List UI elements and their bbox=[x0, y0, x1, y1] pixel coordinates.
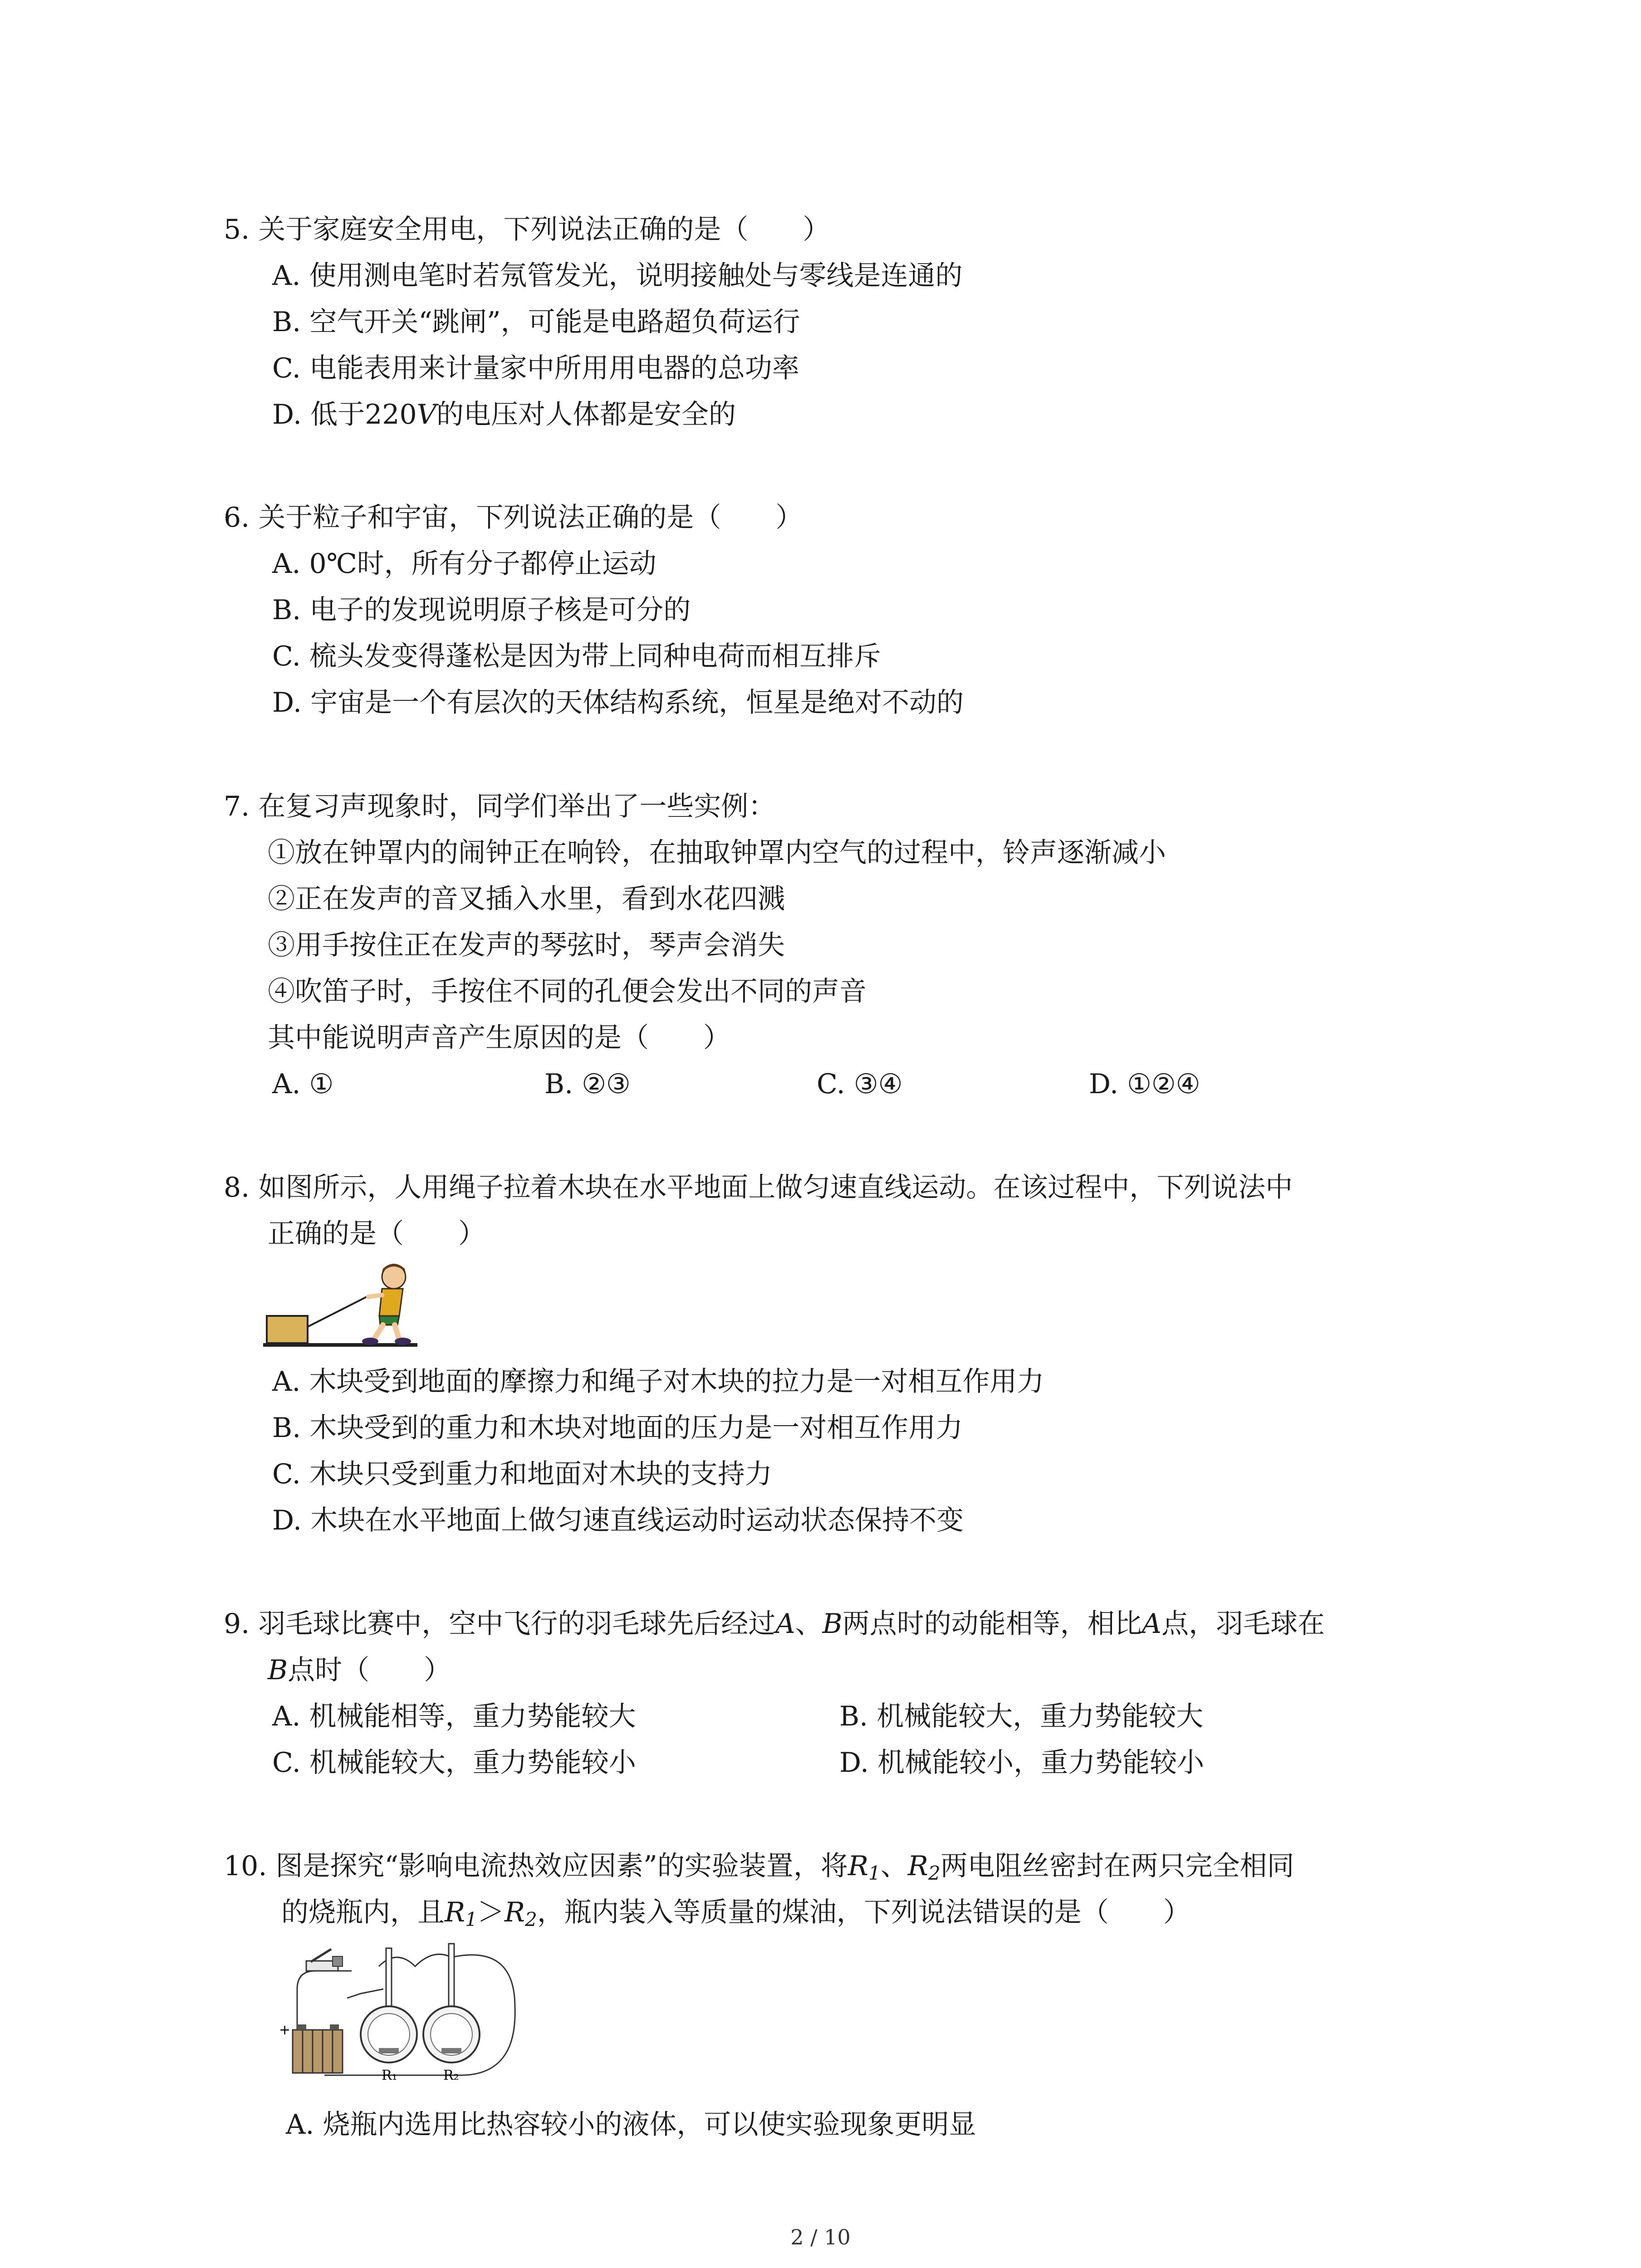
q9-option-d: D. 机械能较小，重力势能较小 bbox=[839, 1747, 1205, 1779]
q5-stem: 5. 关于家庭安全用电，下列说法正确的是（ ） bbox=[224, 214, 830, 245]
q7-option-c: C. ③④ bbox=[817, 1068, 903, 1100]
q5-option-d: D. 低于220V的电压对人体都是安全的 bbox=[272, 399, 736, 430]
wooden-block bbox=[267, 1316, 308, 1343]
rope bbox=[308, 1296, 368, 1327]
circuit-wire bbox=[297, 1971, 352, 2030]
q8-option-d: D. 木块在水平地面上做匀速直线运动时运动状态保持不变 bbox=[272, 1505, 964, 1536]
q6-option-d: D. 宇宙是一个有层次的天体结构系统，恒星是绝对不动的 bbox=[272, 687, 964, 719]
q6-option-c: C. 梳头发变得蓬松是因为带上同种电荷而相互排斥 bbox=[272, 640, 881, 672]
q9-option-a: A. 机械能相等，重力势能较大 bbox=[272, 1701, 636, 1732]
flask-r1-icon bbox=[361, 1948, 417, 2063]
q9-option-b: B. 机械能较大，重力势能较大 bbox=[839, 1701, 1204, 1732]
circuit-wire bbox=[324, 1954, 515, 2075]
q7-statement-3: ③用手按住正在发声的琴弦时，琴声会消失 bbox=[268, 929, 785, 961]
q7-statement-4: ④吹笛子时，手按住不同的孔便会发出不同的声音 bbox=[268, 976, 867, 1007]
q7-statement-2: ②正在发声的音叉插入水里，看到水花四溅 bbox=[268, 883, 785, 915]
q8-stem-line1: 8. 如图所示，人用绳子拉着木块在水平地面上做匀速直线运动。在该过程中，下列说法中 bbox=[224, 1172, 1293, 1203]
q8-option-c: C. 木块只受到重力和地面对木块的支持力 bbox=[272, 1458, 772, 1490]
r2-label: R₂ bbox=[443, 2068, 459, 2083]
q7-stem: 7. 在复习声现象时，同学们举出了一些实例： bbox=[224, 791, 776, 822]
q8-stem-line2: 正确的是（ ） bbox=[268, 1218, 485, 1250]
circuit-wire bbox=[347, 1989, 383, 1998]
boy-icon bbox=[362, 1264, 411, 1345]
q6-stem: 6. 关于粒子和宇宙，下列说法正确的是（ ） bbox=[224, 502, 803, 533]
plus-terminal-label: + bbox=[279, 2022, 291, 2038]
q8-option-b: B. 木块受到的重力和木块对地面的压力是一对相互作用力 bbox=[272, 1412, 963, 1444]
page-number: 2 / 10 bbox=[790, 2225, 851, 2249]
flask-r2-icon bbox=[423, 1944, 480, 2063]
q7-statement-1: ①放在钟罩内的闹钟正在响铃，在抽取钟罩内空气的过程中，铃声逐渐减小 bbox=[268, 837, 1166, 869]
switch-icon bbox=[306, 1949, 343, 1971]
q5-option-c: C. 电能表用来计量家中所用用电器的总功率 bbox=[272, 352, 799, 384]
battery-icon bbox=[293, 2024, 343, 2073]
q7-question: 其中能说明声音产生原因的是（ ） bbox=[268, 1022, 730, 1054]
q6-option-b: B. 电子的发现说明原子核是可分的 bbox=[272, 594, 691, 626]
q7-option-a: A. ① bbox=[272, 1068, 334, 1100]
q5-option-b: B. 空气开关“跳闸”，可能是电路超负荷运行 bbox=[272, 306, 800, 338]
r1-label: R₁ bbox=[382, 2068, 397, 2083]
q7-option-d: D. ①②④ bbox=[1089, 1068, 1200, 1100]
q9-stem-line1: 9. 羽毛球比赛中，空中飞行的羽毛球先后经过A、B两点时的动能相等，相比A点，羽毛球在 bbox=[224, 1608, 1325, 1640]
joule-heating-apparatus-figure bbox=[279, 1939, 524, 2089]
q5-option-a: A. 使用测电笔时若氖管发光，说明接触处与零线是连通的 bbox=[272, 260, 963, 292]
q6-option-a: A. 0℃时，所有分子都停止运动 bbox=[272, 548, 656, 580]
q9-stem-line2: B点时（ ） bbox=[268, 1654, 451, 1686]
q10-option-a: A. 烧瓶内选用比热容较小的液体，可以使实验现象更明显 bbox=[286, 2109, 976, 2141]
q8-option-a: A. 木块受到地面的摩擦力和绳子对木块的拉力是一对相互作用力 bbox=[272, 1366, 1044, 1398]
q10-stem-line2: 的烧瓶内，且$R_1>R_2$，瓶内装入等质量的煤油，下列说法错误的是（ ） bbox=[281, 1897, 1190, 1931]
q9-option-c: C. 机械能较大，重力势能较小 bbox=[272, 1747, 636, 1779]
q10-stem-line1: 10. 图是探究“影响电流热效应因素”的实验装置，将$R_1$、$R_2$两电阻丝密封在两只完全相同 bbox=[224, 1850, 1294, 1884]
q7-option-b: B. ②③ bbox=[544, 1068, 631, 1100]
boy-pulling-block-figure bbox=[263, 1259, 426, 1354]
